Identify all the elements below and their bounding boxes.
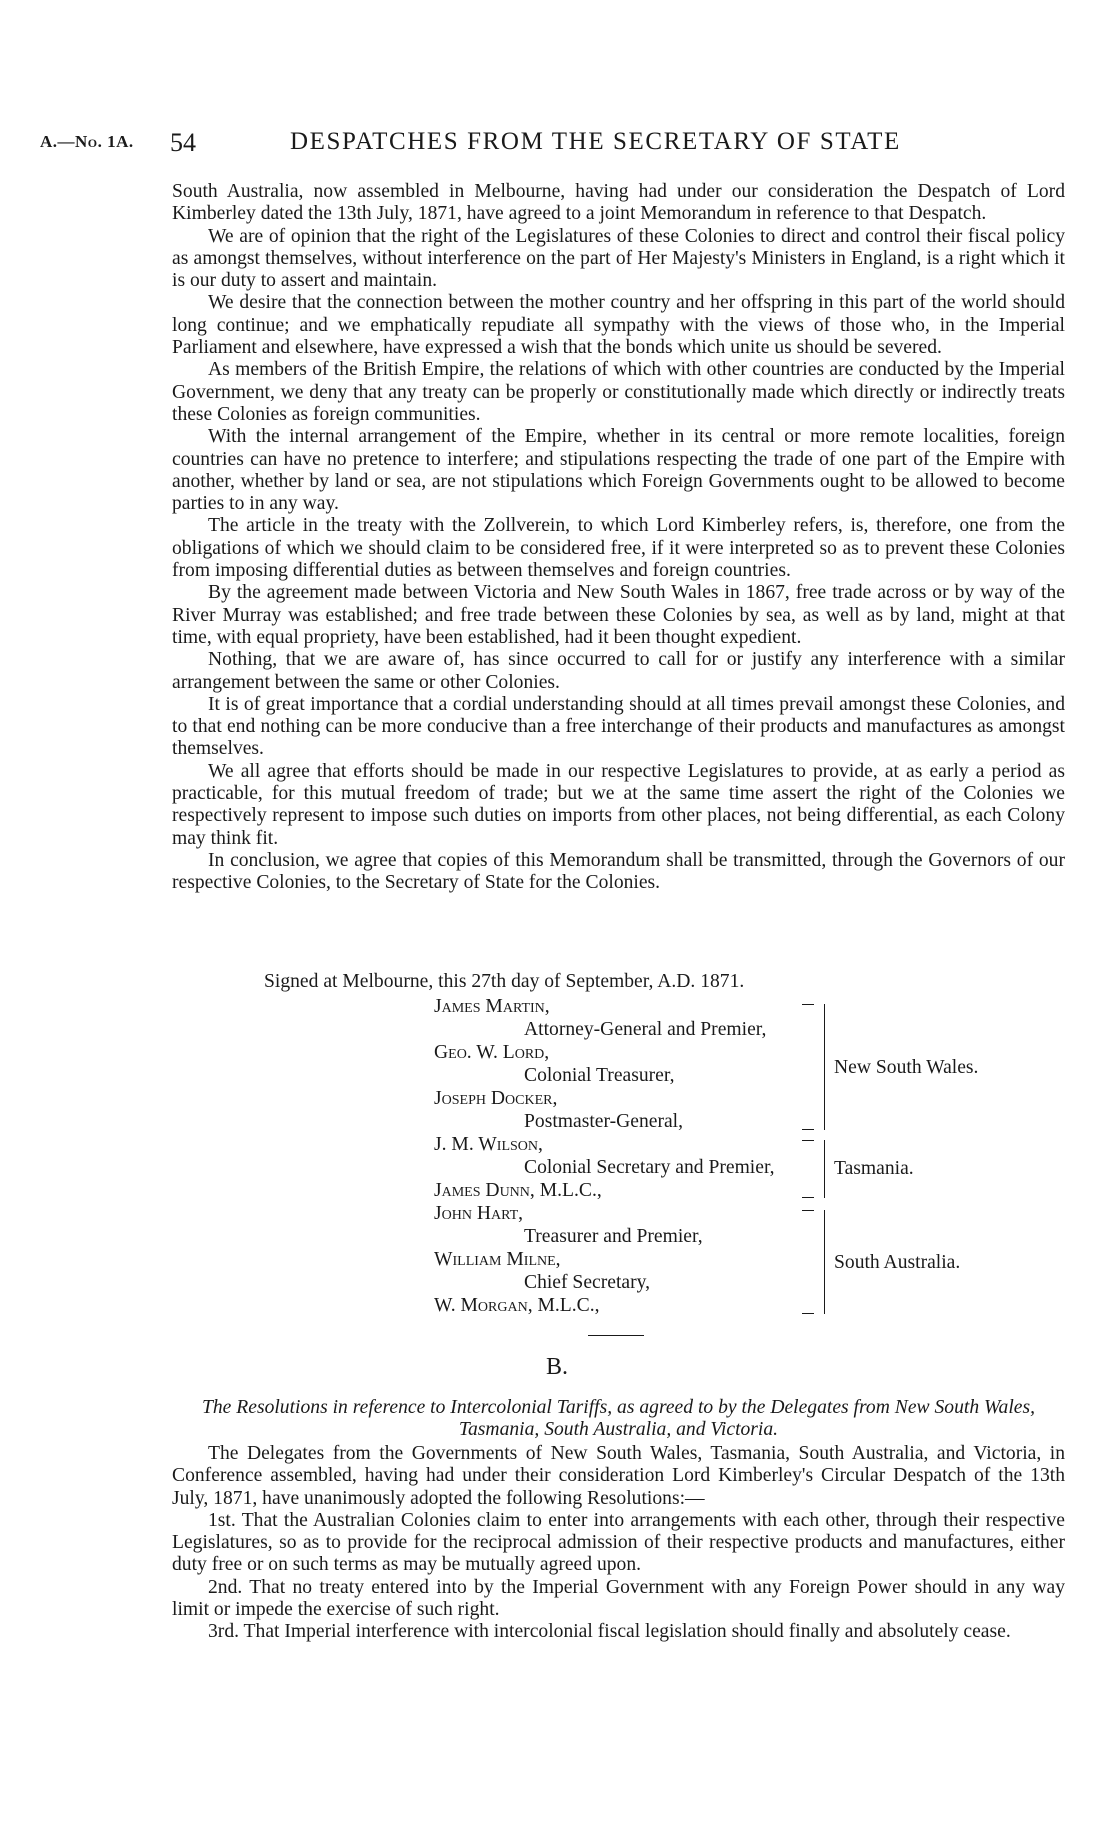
signatory-name: James Martin,: [434, 996, 550, 1017]
signatories-block: [434, 996, 1054, 1326]
colony-label-south-australia: South Australia.: [834, 1252, 961, 1273]
paragraph: It is of great importance that a cordial understanding should at all times prevail amongst these Colonies, and to that end nothing can be more conducive than a free interchange of their products and manufactures as amongst themselves.: [172, 693, 1065, 760]
signatory-title: Colonial Secretary and Premier,: [524, 1157, 775, 1178]
colony-label-tasmania: Tasmania.: [834, 1158, 914, 1179]
signatory-title: Postmaster-General,: [524, 1111, 684, 1132]
paragraph: We desire that the connection between the mother country and her offspring in this part of the world should long continue; and we emphatically repudiate all sympathy with the views of those who, in the Imperial Parliament and elsewhere, have expressed a wish that the bonds which unite us should be severed.: [172, 292, 1065, 359]
brace-tick: [802, 1210, 814, 1211]
page-header: [40, 128, 1070, 162]
signatory-name: J. M. Wilson,: [434, 1134, 543, 1155]
page-number: 54: [170, 128, 196, 157]
section-heading: B.: [545, 1354, 568, 1380]
paragraph: The article in the treaty with the Zollverein, to which Lord Kimberley refers, is, therefore, one from the obligations of which we should claim to be considered free, if it were interpreted so as to prevent these Colonies from imposing differential duties as between themselves and foreign countries.: [172, 515, 1065, 582]
resolutions-body: [172, 1443, 1065, 1644]
paragraph: Nothing, that we are aware of, has since occurred to call for or justify any interference with a similar arrangement between the same or other Colonies.: [172, 649, 1065, 693]
memorandum-body: [172, 181, 1065, 895]
resolution-item: 3rd. That Imperial interference with intercolonial fiscal legislation should finally and absolutely cease.: [208, 1621, 1011, 1643]
running-title: DESPATCHES FROM THE SECRETARY OF STATE: [290, 128, 901, 155]
signatory-name: John Hart,: [434, 1203, 524, 1224]
section-divider: [588, 1335, 644, 1336]
brace-south-australia: [812, 1210, 825, 1314]
paragraph: In conclusion, we agree that copies of this Memorandum shall be transmitted, through the Governors of our respective Colonies, to the Secretary of State for the Colonies.: [172, 849, 1065, 894]
brace-tick: [802, 1004, 814, 1005]
paragraph: We are of opinion that the right of the Legislatures of these Colonies to direct and control their fiscal policy as amongst themselves, without interference on the part of Her Majesty's Ministers in England, is a right which it is our duty to assert and maintain.: [172, 225, 1065, 292]
signatory-title: Colonial Treasurer,: [524, 1065, 675, 1086]
signatory-name: W. Morgan, M.L.C.,: [434, 1295, 600, 1316]
paragraph: The Delegates from the Governments of New South Wales, Tasmania, South Australia, and Victoria, in Conference assembled, having had under their consideration Lord Kimberley's Circular Despatch of the 13th July, 1871, have unanimously adopted the following Resolutions:—: [172, 1443, 1065, 1509]
brace-tick: [802, 1313, 814, 1314]
section-title: The Resolutions in reference to Intercolonial Tariffs, as agreed to by the Delegates from New South Wales, Tasmania, South Australia, and Victoria.: [201, 1397, 1035, 1441]
signed-line: Signed at Melbourne, this 27th day of September, A.D. 1871.: [264, 971, 745, 992]
resolution-item: 1st. That the Australian Colonies claim to enter into arrangements with each other, through their respective Legislatures, so as to provide for the reciprocal admission of their respective products and manufactures, either duty free or on such terms as may be mutually agreed upon.: [172, 1509, 1065, 1576]
signatory-name: Geo. W. Lord,: [434, 1042, 550, 1063]
signatory-title: Chief Secretary,: [524, 1272, 651, 1293]
paragraph: We all agree that efforts should be made in our respective Legislatures to provide, at as early a period as practicable, for this mutual freedom of trade; but we at the same time assert the right of the Colonies we respectively represent to impose such duties on imports from other places, not being differential, as each Colony may think fit.: [172, 760, 1065, 849]
paragraph: As members of the British Empire, the relations of which with other countries are conducted by the Imperial Government, we deny that any treaty can be properly or constitutionally made which directly or indirectly treats these Colonies as foreign communities.: [172, 359, 1065, 425]
document-reference: A.—No. 1A.: [40, 132, 134, 151]
resolution-item: 2nd. That no treaty entered into by the Imperial Government with any Foreign Power should in any way limit or impede the exercise of such right.: [172, 1576, 1065, 1621]
paragraph: With the internal arrangement of the Empire, whether in its central or more remote localities, foreign countries can have no pretence to interfere; and stipulations respecting the trade of one part of the Empire with another, whether by land or sea, are not stipulations which Foreign Governments ought to be allowed to become parties to in any way.: [172, 426, 1065, 515]
colony-label-new-south-wales: New South Wales.: [834, 1057, 979, 1078]
brace-tick: [802, 1140, 814, 1141]
brace-tasmania: [812, 1140, 825, 1198]
signatory-title: Attorney-General and Premier,: [524, 1019, 767, 1040]
signatory-name: James Dunn, M.L.C.,: [434, 1180, 602, 1201]
paragraph: By the agreement made between Victoria and New South Wales in 1867, free trade across or by way of the River Murray was established; and free trade between these Colonies by sea, as well as by land, might at that time, with equal propriety, have been established, had it been thought expedient.: [172, 582, 1065, 648]
brace-new-south-wales: [812, 1004, 825, 1130]
paragraph: South Australia, now assembled in Melbourne, having had under our consideration the Despatch of Lord Kimberley dated the 13th July, 1871, have agreed to a joint Memorandum in reference to that Despatch.: [172, 181, 1065, 225]
signatory-title: Treasurer and Premier,: [524, 1226, 703, 1247]
signatory-name: Joseph Docker,: [434, 1088, 558, 1109]
signatory-name: William Milne,: [434, 1249, 561, 1270]
brace-tick: [802, 1197, 814, 1198]
brace-tick: [802, 1129, 814, 1130]
